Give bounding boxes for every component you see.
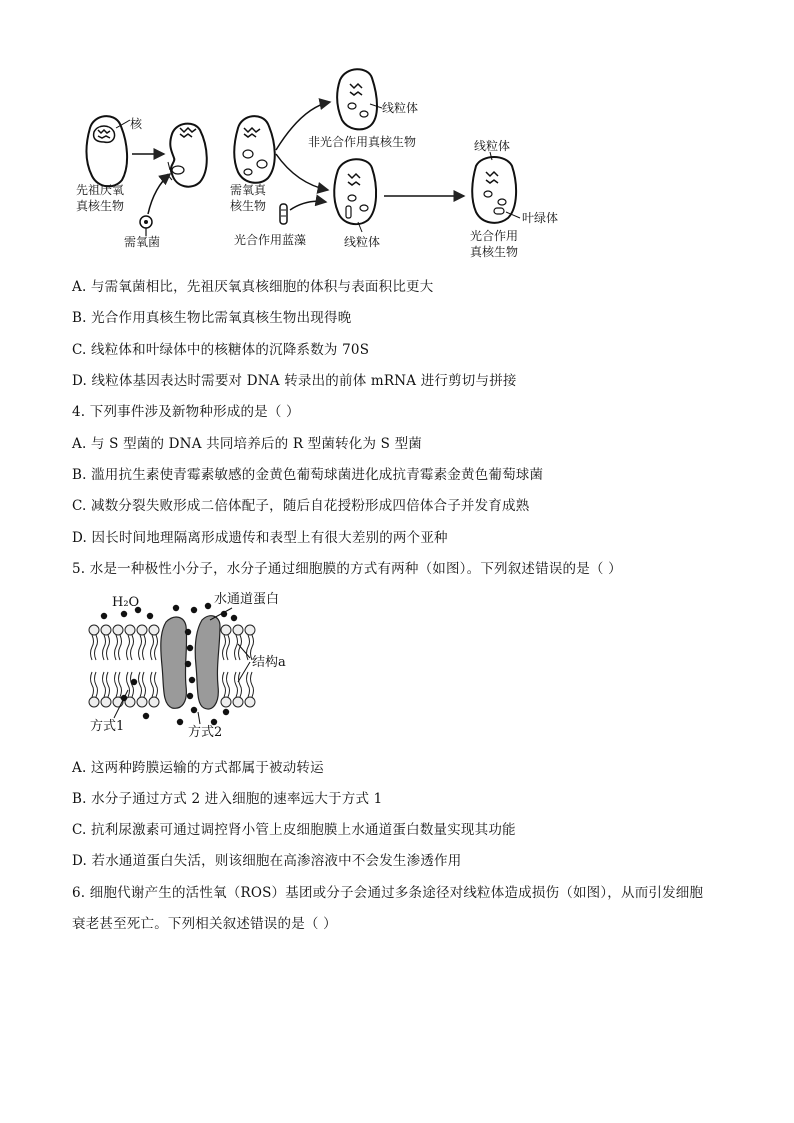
water-molecule — [177, 719, 183, 725]
lipid-tail — [251, 672, 254, 697]
photosynthetic-label-1: 光合作用 — [470, 229, 519, 243]
water-molecule — [191, 607, 197, 613]
cyanobacterium-cell — [280, 204, 287, 224]
water-molecule — [189, 677, 195, 683]
water-molecule — [187, 645, 193, 651]
lipid-tail — [155, 635, 158, 660]
phospholipid-head — [221, 625, 231, 635]
lipid-tail — [235, 635, 238, 660]
lipid-tail — [223, 672, 226, 697]
aerobe-label: 需氧菌 — [124, 235, 161, 249]
phospholipid-head — [233, 697, 243, 707]
phospholipid-head — [125, 625, 135, 635]
water-molecule — [191, 707, 197, 713]
lipid-tail — [151, 672, 154, 697]
q3-option-d: D. 线粒体基因表达时需要对 DNA 转录出的前体 mRNA 进行剪切与拼接 — [72, 373, 517, 389]
cyanobacteria-label: 光合作用蓝藻 — [234, 233, 307, 247]
phospholipid-head — [137, 697, 147, 707]
q6-stem-line2: 衰老甚至死亡。下列相关叙述错误的是（ ） — [72, 916, 337, 932]
pre-photosynthetic-cell — [334, 159, 376, 224]
photosynthetic-label-2: 真核生物 — [470, 245, 519, 259]
lipid-tail — [151, 635, 154, 660]
ancestor-label-2: 真核生物 — [76, 199, 125, 213]
q3-option-b: B. 光合作用真核生物比需氧真核生物出现得晚 — [72, 310, 352, 326]
phospholipid-head — [221, 697, 231, 707]
h2o-label: H₂O — [112, 595, 140, 610]
lipid-tail — [127, 672, 130, 697]
lipid-tail — [155, 672, 158, 697]
lipid-tail — [119, 672, 122, 697]
water-molecule — [187, 693, 193, 699]
aerobic-eukaryote-label-1: 需氧真 — [230, 183, 267, 197]
water-molecule — [121, 611, 127, 617]
aerobic-eukaryote-cell — [234, 116, 275, 183]
lipid-tail — [91, 672, 94, 697]
non-photosynthetic-cell — [337, 69, 377, 129]
photosynthetic-eukaryote-cell — [472, 157, 516, 223]
water-molecule — [205, 603, 211, 609]
phospholipid-head — [149, 625, 159, 635]
engulfing-cell — [170, 124, 206, 187]
phospholipid-head — [245, 625, 255, 635]
lipid-tail — [139, 672, 142, 697]
phospholipid-head — [113, 625, 123, 635]
phospholipid-head — [89, 625, 99, 635]
ancestor-label-1: 先祖厌氧 — [76, 183, 125, 197]
lipid-tail — [131, 635, 134, 660]
q5-option-b: B. 水分子通过方式 2 进入细胞的速率远大于方式 1 — [72, 791, 383, 807]
aerobic-eukaryote-label-2: 核生物 — [230, 199, 267, 213]
lipid-tail — [107, 672, 110, 697]
lipid-tail — [95, 672, 98, 697]
phospholipid-head — [101, 625, 111, 635]
phospholipid-head — [89, 697, 99, 707]
water-molecule — [147, 613, 153, 619]
lipid-tail — [143, 635, 146, 660]
lipid-tail — [143, 672, 146, 697]
chloroplast-label: 叶绿体 — [522, 211, 559, 225]
phospholipid-head — [137, 625, 147, 635]
q4-option-d: D. 因长时间地理隔离形成遗传和表型上有很大差别的两个亚种 — [72, 530, 448, 546]
water-molecule — [185, 661, 191, 667]
lipid-tail — [115, 635, 118, 660]
q5-stem: 5. 水是一种极性小分子，水分子通过细胞膜的方式有两种（如图）。下列叙述错误的是（ ） — [72, 561, 622, 577]
lipid-tail — [235, 672, 238, 697]
water-molecule — [173, 605, 179, 611]
water-molecule — [223, 709, 229, 715]
water-molecule — [101, 613, 107, 619]
q4-stem: 4. 下列事件涉及新物种形成的是（ ） — [72, 404, 300, 420]
lipid-tail — [127, 635, 130, 660]
lipid-tail — [103, 635, 106, 660]
structure-a-label: 结构a — [252, 655, 286, 670]
endosymbiosis-figure — [72, 62, 592, 262]
water-molecule — [231, 615, 237, 621]
lipid-tail — [91, 635, 94, 660]
q4-option-c: C. 减数分裂失败形成二倍体配子，随后自花授粉形成四倍体合子并发育成熟 — [72, 498, 530, 514]
aerobe-cell — [140, 216, 152, 236]
non-photosynthetic-label: 非光合作用真核生物 — [308, 135, 417, 149]
water-molecule — [143, 713, 149, 719]
lipid-tail — [223, 635, 226, 660]
lipid-tail — [227, 635, 230, 660]
q3-option-c: C. 线粒体和叶绿体中的核糖体的沉降系数为 70S — [72, 342, 370, 358]
lipid-tail — [139, 635, 142, 660]
mito-mid-label: 线粒体 — [344, 235, 381, 249]
q5-option-c: C. 抗利尿激素可通过调控肾小管上皮细胞膜上水通道蛋白数量实现其功能 — [72, 822, 516, 838]
lipid-tail — [227, 672, 230, 697]
aquaporin-label: 水通道蛋白 — [214, 592, 280, 607]
way1-label: 方式1 — [90, 719, 125, 734]
phospholipid-head — [149, 697, 159, 707]
q3-option-a: A. 与需氧菌相比，先祖厌氧真核细胞的体积与表面积比更大 — [72, 279, 434, 295]
lipid-tail — [247, 672, 250, 697]
phospholipid-head — [101, 697, 111, 707]
ancestor-cell — [87, 116, 128, 186]
lipid-tail — [107, 635, 110, 660]
nucleus-label: 核 — [130, 117, 143, 131]
mito-top-label: 线粒体 — [382, 101, 419, 115]
membrane-figure — [84, 586, 314, 738]
way2-label: 方式2 — [188, 725, 223, 738]
q4-option-a: A. 与 S 型菌的 DNA 共同培养后的 R 型菌转化为 S 型菌 — [72, 436, 423, 452]
phospholipid-head — [233, 625, 243, 635]
q5-option-d: D. 若水通道蛋白失活，则该细胞在高渗溶液中不会发生渗透作用 — [72, 853, 462, 869]
q6-stem-line1: 6. 细胞代谢产生的活性氧（ROS）基团或分子会通过多条途径对线粒体造成损伤（如图），从而引发细胞 — [72, 885, 704, 901]
water-molecule — [131, 679, 137, 685]
lipid-tail — [103, 672, 106, 697]
lipid-tail — [119, 635, 122, 660]
phospholipid-head — [245, 697, 255, 707]
q4-option-b: B. 滥用抗生素使青霉素敏感的金黄色葡萄球菌进化成抗青霉素金黄色葡萄球菌 — [72, 467, 544, 483]
q5-option-a: A. 这两种跨膜运输的方式都属于被动转运 — [72, 760, 324, 776]
lipid-tail — [95, 635, 98, 660]
water-molecule — [185, 629, 191, 635]
mito-right-label: 线粒体 — [474, 139, 511, 153]
lipid-tail — [239, 672, 242, 697]
lipid-tail — [115, 672, 118, 697]
